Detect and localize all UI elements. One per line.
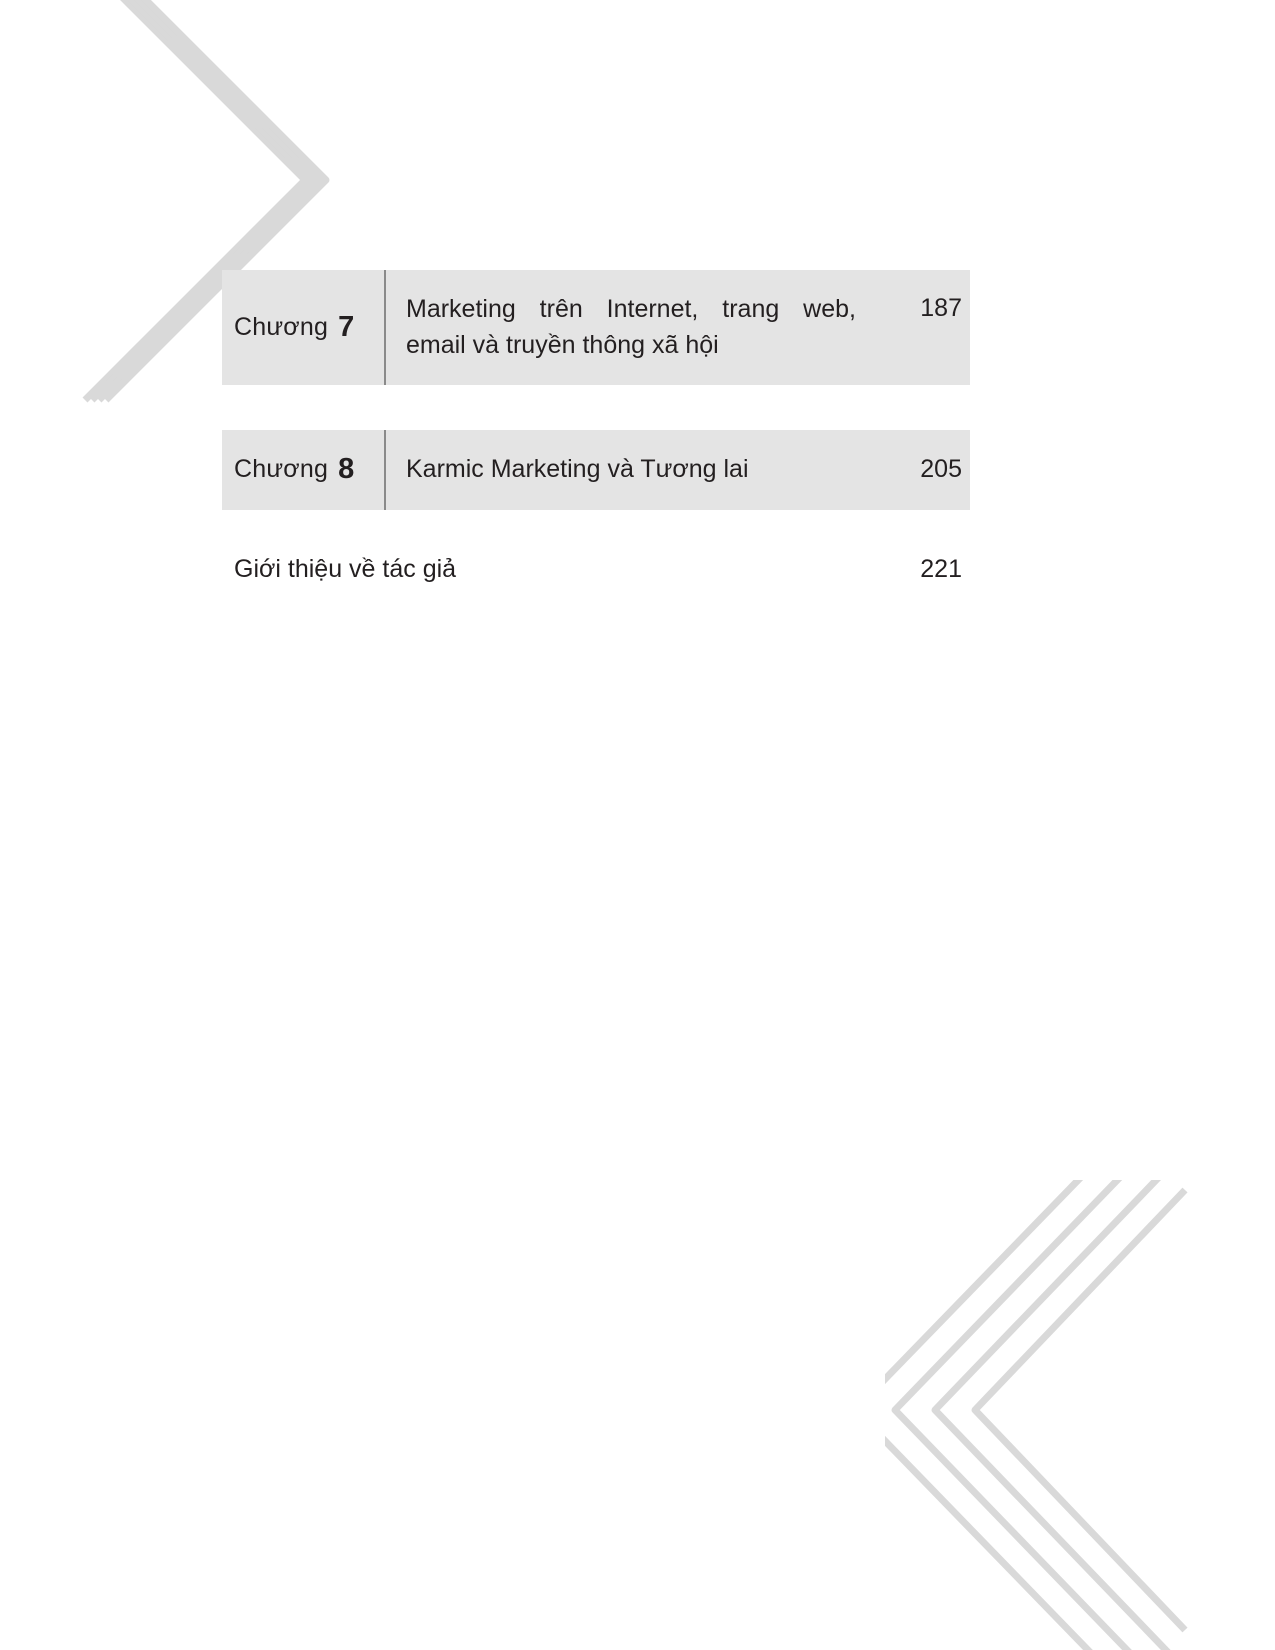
chapter-number: 8 [338,453,355,486]
toc-page-number-about-author: 221 [920,554,962,583]
toc-entry-about-author[interactable] [222,555,970,584]
toc-page-number-chapter-7: 187 [920,294,962,322]
chapter-label-7 [222,270,386,385]
chapter-label-8 [222,430,386,510]
table-of-contents [222,270,970,584]
toc-title-line-2: email và truyền thông xã hội [406,330,719,359]
toc-title-chapter-7 [386,270,874,385]
decorative-chevron-bottom-right [885,1180,1215,1650]
toc-entry-chapter-7[interactable] [222,270,970,385]
toc-title-line-1: Karmic Marketing và Tương lai [406,455,749,483]
toc-title-about-author: Giới thiệu về tác giả [234,554,457,583]
toc-page-number-chapter-8: 205 [920,455,962,484]
chapter-word: Chương [234,455,329,484]
chapter-number: 7 [338,311,355,343]
toc-title-line-1: Marketing trên Internet, trang web, [406,295,856,323]
toc-title-chapter-8 [386,430,874,510]
chapter-word: Chương [234,313,329,341]
toc-entry-chapter-8[interactable] [222,430,970,510]
